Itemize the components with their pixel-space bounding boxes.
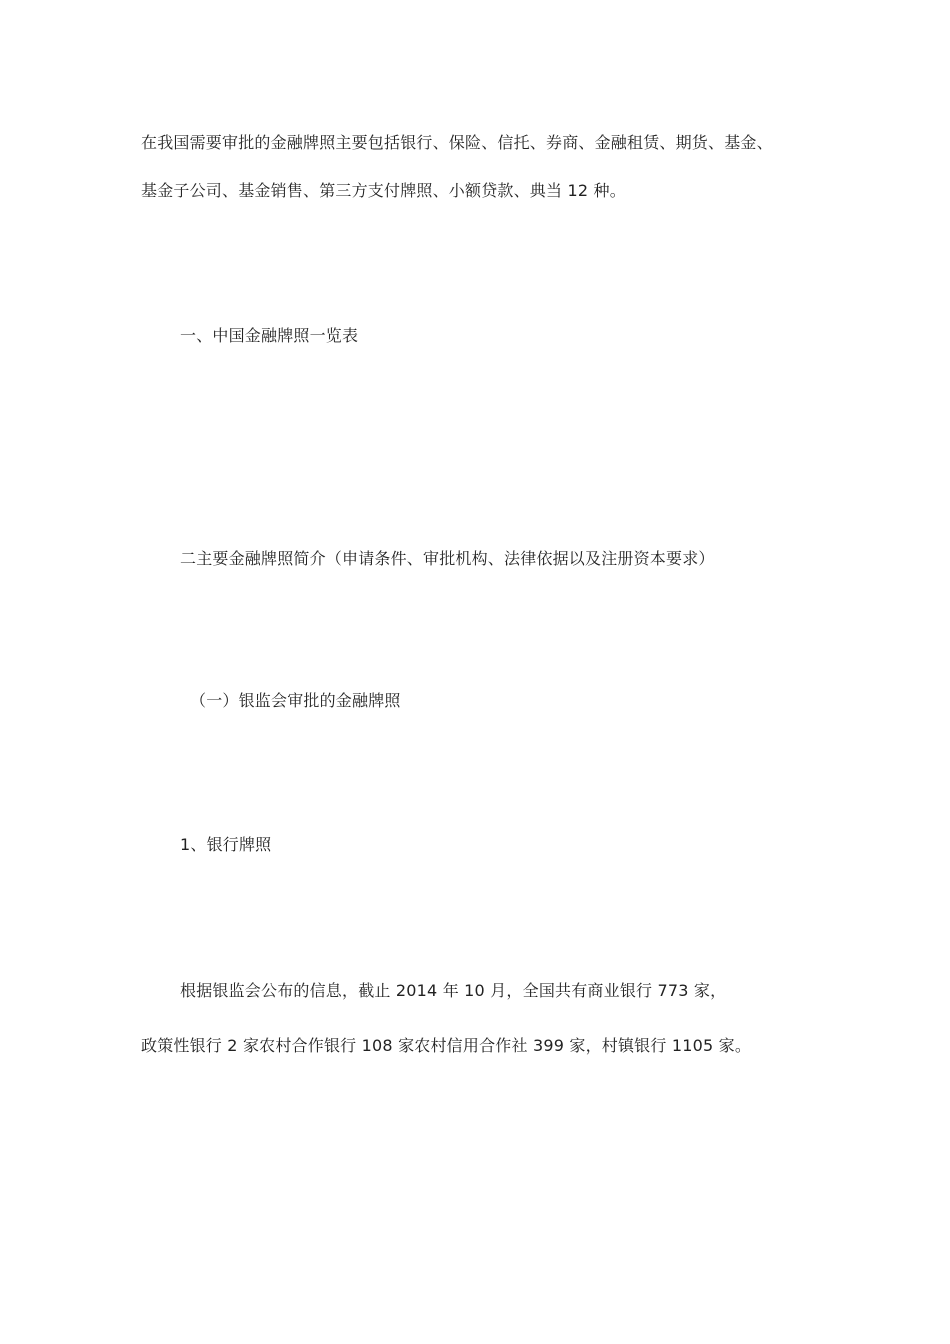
- intro-line-1: 在我国需要审批的金融牌照主要包括银行、保险、信托、券商、金融租赁、期货、基金、: [141, 133, 773, 152]
- subsection-heading-1: （一）银监会审批的金融牌照: [190, 691, 401, 710]
- paragraph-line-1: 根据银监会公布的信息，截止 2014 年 10 月，全国共有商业银行 773 家，: [180, 981, 727, 1000]
- item-heading-1: 1、银行牌照: [180, 835, 272, 854]
- section-heading-2: 二主要金融牌照简介（申请条件、审批机构、法律依据以及注册资本要求）: [180, 549, 715, 568]
- paragraph-line-2: 政策性银行 2 家农村合作银行 108 家农村信用合作社 399 家，村镇银行 1105 家。: [141, 1036, 752, 1055]
- section-heading-1: 一、中国金融牌照一览表: [180, 326, 359, 345]
- intro-line-2: 基金子公司、基金销售、第三方支付牌照、小额贷款、典当 12 种。: [141, 181, 626, 200]
